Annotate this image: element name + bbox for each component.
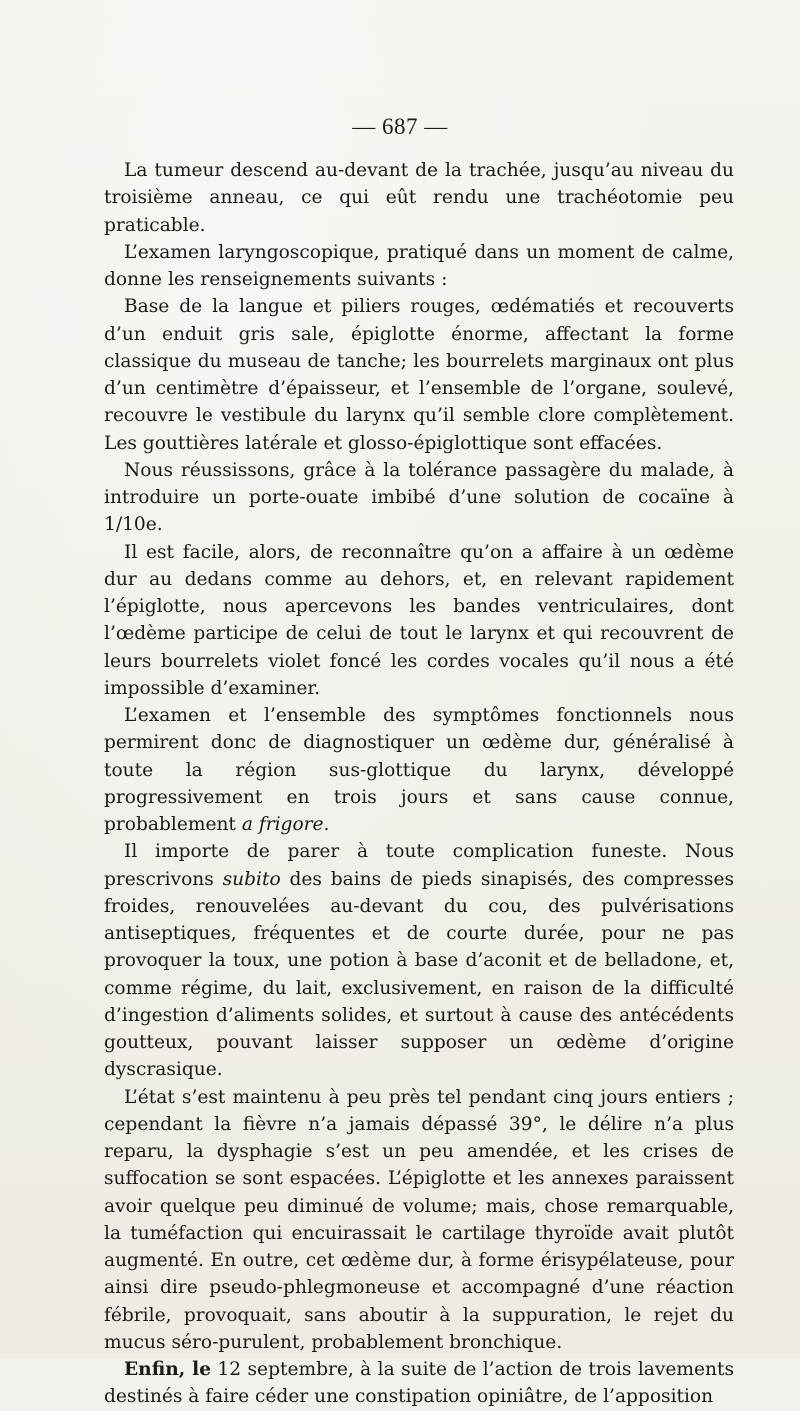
text-run: a frigore — [241, 814, 324, 835]
paragraph — [104, 838, 734, 1083]
text-run: L’examen et l’ensemble des symptômes fonctionnels nous permirent donc de diagnostiquer un œdème dur, généralisé à toute la région sus-glottique du larynx, développé progressivement en trois jours et sans cause connue, probablement — [104, 705, 734, 835]
paragraph — [104, 539, 734, 703]
paragraph — [104, 293, 734, 457]
text-run: Nous réussissons, grâce à la tolérance passagère du malade, à introduire un porte-ouate imbibé d’une solution de cocaïne à 1/10e. — [104, 459, 734, 536]
text-run: L’examen laryngoscopique, pratiqué dans un moment de calme, donne les renseignements suivants : — [104, 241, 734, 290]
text-run: Il importe de parer à toute complication funeste. Nous prescrivons — [104, 841, 734, 890]
text-run: La tumeur descend au-devant de la trachée, jusqu’au niveau du troisième anneau, ce qui eût rendu une trachéotomie peu praticable. — [104, 160, 734, 236]
text-run: Il est facile, alors, de reconnaître qu’on a affaire à un œdème dur au dedans comme au dehors, et, en relevant rapidement l’épiglotte, nous apercevons les bandes ventriculaires, dont l’œdème participe de celui de tout le larynx et qui recouvrent de leurs bourrelets violet foncé les cordes vocales qu’il nous a été impossible d’examiner. — [104, 541, 734, 699]
paragraph — [104, 702, 734, 838]
paragraph — [104, 239, 734, 294]
page-number: — 687 — — [352, 114, 448, 139]
text-run: Base de la langue et piliers rouges, œdématiés et recouverts d’un enduit gris sale, épiglotte énorme, affectant la forme classique du museau de tanche; les bourrelets marginaux ont plus d’un centimètre d’épaisseur, et l’ensemble de l’organe, soulevé, recouvre le vestibule du larynx qu’il semble clore complètement. Les gouttières latérale et glosso-épiglottique sont effacées. — [104, 296, 734, 454]
text-run: des bains de pieds sinapisés, des compresses froides, renouvelées au-devant du cou, des pulvérisations antiseptiques, fréquentes et de courte durée, pour ne pas provoquer la toux, une potion à base d’aconit et de belladone, et, comme régime, du lait, exclusivement, en raison de la difficulté d’ingestion d’aliments solides, et surtout à cause des antécédents goutteux, pouvant laisser supposer un œdème d’origine dyscrasique. — [104, 868, 734, 1081]
text-run: Enfin, le — [124, 1359, 212, 1380]
text-run: . — [323, 814, 330, 835]
text-run: subito — [222, 868, 281, 890]
text-run: L’état s’est maintenu à peu près tel pendant cinq jours entiers ; cependant la fièvre n’a jamais dépassé 39°, le délire n’a plus reparu, la dysphagie s’est un peu amendée, et les crises de suffocation se sont espacées. L’épiglotte et les annexes paraissent avoir quelque peu diminué de volume; mais, chose remarquable, la tuméfaction qui encuirassait le cartilage thyroïde avait plutôt augmenté. En outre, cet œdème dur, à forme érisypélateuse, pour ainsi dire pseudo-phlegmoneuse et accompagné d’une réaction fébrile, provoquait, sans aboutir à la suppuration, le rejet du mucus séro-purulent, probablement bronchique. — [104, 1086, 734, 1353]
text-run: 12 septembre, à la suite de l’action de trois lavements destinés à faire céder une constipation opiniâtre, de l’apposition — [104, 1359, 734, 1408]
paragraph — [104, 1084, 734, 1357]
body-text — [104, 157, 734, 1411]
paragraph — [104, 1356, 734, 1411]
paragraph — [104, 157, 734, 239]
paragraph — [104, 457, 734, 539]
